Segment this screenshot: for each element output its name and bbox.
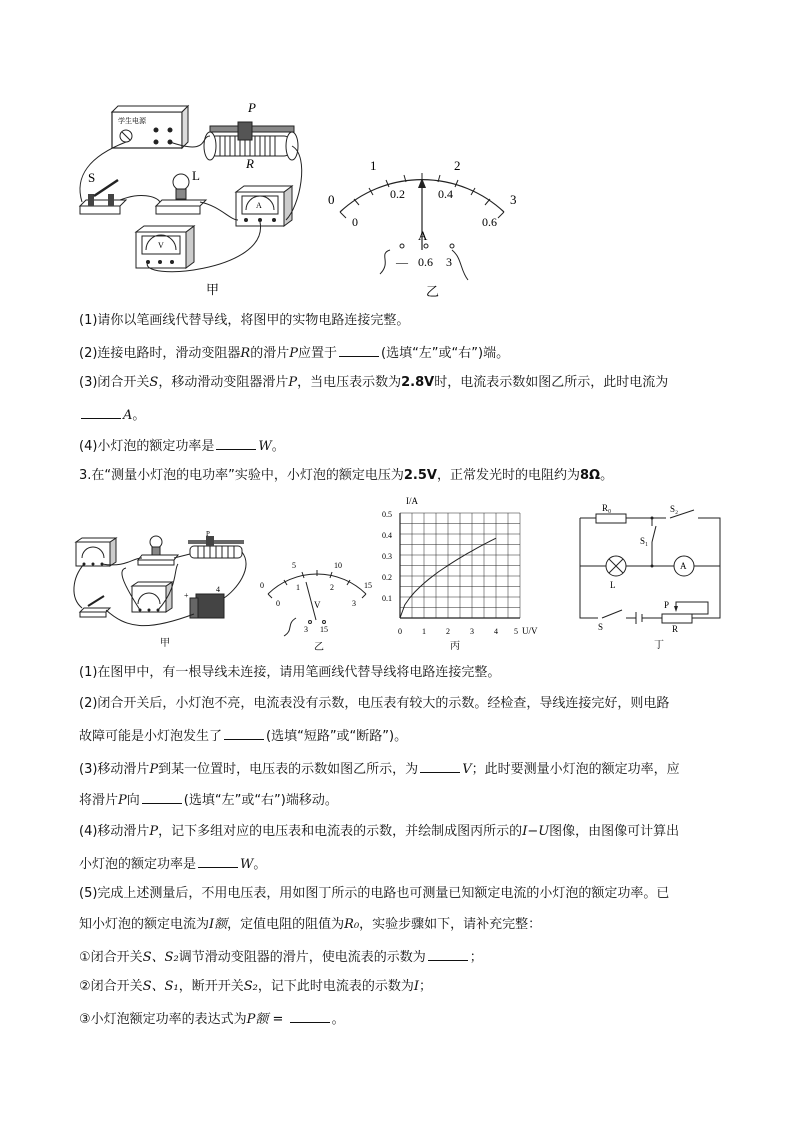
answer-blank-q3-2[interactable]: [224, 727, 264, 740]
q3-line-3: [79, 727, 407, 745]
resistance-value: 8Ω: [579, 468, 601, 483]
figure-3-iu-graph: [376, 494, 546, 654]
ammeter: [236, 186, 292, 226]
v-term-3: 3: [304, 625, 308, 634]
label-r: R: [672, 624, 679, 634]
v-unit: V: [314, 600, 321, 610]
answer-blank-q3-4[interactable]: [198, 855, 238, 868]
unit-v: V: [462, 762, 472, 777]
q3-text: 小灯泡的额定功率是: [79, 857, 197, 872]
q3-line-4: [79, 760, 680, 778]
var-r0: R₀: [344, 917, 360, 932]
answer-blank-q2-2[interactable]: [339, 344, 379, 357]
q2-line-4: [79, 406, 145, 424]
q2-text: 的滑片: [250, 346, 290, 361]
q2-line-3: [79, 375, 668, 391]
q3-line-1: [79, 665, 500, 681]
unit-w: W: [240, 857, 254, 872]
label-r0: R₀: [602, 503, 612, 513]
dial-term-3: 3: [446, 255, 452, 269]
var-r: R: [240, 346, 251, 361]
var-s-s1: S、S₁: [142, 979, 179, 994]
q3-line-7: [79, 855, 266, 873]
rheostat-3: [188, 536, 244, 558]
var-p: P: [149, 762, 159, 777]
xtick: 5: [514, 627, 518, 636]
q3-step-2: [79, 979, 432, 995]
var-i: I: [413, 979, 419, 994]
switch: [80, 180, 126, 214]
q2-line-1: [79, 313, 409, 329]
q3-text: (1)在图甲中，有一根导线未连接，请用笔画线代替导线将电路连接完整。: [79, 665, 501, 680]
q2-text: 时，电流表示数如图乙所示，此时电流为: [434, 375, 669, 390]
battery-plus: 4: [216, 585, 220, 594]
q3-text: 图像，由图像可计算出: [549, 824, 680, 839]
lamp-label: L: [192, 168, 200, 183]
v-inner-1: 1: [296, 583, 300, 592]
ytick: 0.1: [382, 594, 392, 603]
dial-unit: A: [418, 228, 428, 243]
label-l: L: [610, 580, 616, 590]
battery-3: [184, 585, 224, 618]
q2-text: ，当电压表示数为: [297, 375, 402, 390]
graph-grid: [400, 513, 520, 618]
q2-part-1-text: (1)请你以笔画线代替导线，将图甲的实物电路连接完整。: [79, 313, 410, 328]
q3-text: ；此时要测量小灯泡的额定功率，应: [471, 762, 680, 777]
q3-line-5: [79, 791, 338, 809]
figure-1-circuit: [60, 96, 360, 301]
q3-text: 故障可能是小灯泡发生了: [79, 729, 223, 744]
answer-blank-q3-3b[interactable]: [142, 791, 182, 804]
var-p: P: [118, 793, 127, 808]
graph-yticks: [382, 510, 392, 603]
q3-text: ，正常发光时的电阻约为: [436, 468, 580, 483]
switch-label: S: [88, 170, 96, 185]
var-p: P: [288, 375, 298, 390]
ytick: 0.4: [382, 531, 392, 540]
dial-outer-2: 2: [454, 158, 461, 173]
v-outer-5: 5: [292, 561, 296, 570]
q3-text: 将滑片: [79, 793, 119, 808]
v-inner-3: 3: [352, 599, 356, 608]
dial-inner-1: 0.2: [390, 187, 405, 201]
q3-text: ，记下此时电流表的示数为: [257, 979, 414, 994]
xtick: 4: [494, 627, 498, 636]
ytick: 0.3: [382, 552, 392, 561]
rheostat-3-label: P: [206, 530, 210, 538]
q3-line-6: [79, 824, 679, 840]
q3-text: 。: [331, 1012, 345, 1027]
q3-text: 3.在“测量小灯泡的电功率”实验中，小灯泡的额定电压为: [79, 468, 404, 483]
q2-line-2: [79, 344, 509, 362]
xtick: 1: [422, 627, 426, 636]
q2-text: (3)闭合开关: [79, 375, 150, 390]
dial-inner-3: 0.6: [482, 215, 497, 229]
label-s: S: [598, 622, 604, 632]
var-s2: S₂: [243, 979, 258, 994]
lamp-3: [138, 536, 178, 565]
q3-text: ；: [418, 979, 432, 994]
q3-text: ①闭合开关: [79, 950, 143, 965]
rheostat: [204, 122, 298, 160]
q3-text: (选填“短路”或“断路”)。: [266, 729, 408, 744]
dial-term-06: 0.6: [418, 255, 433, 269]
switch-3: [80, 596, 110, 617]
caption-bing: 丙: [450, 641, 460, 652]
var-s-s2: S、S₂: [142, 950, 179, 965]
figure-1-ammeter-dial: [322, 150, 522, 300]
ytick: 0.2: [382, 573, 392, 582]
q2-text: 。: [132, 408, 146, 423]
q3-line-8: [79, 886, 669, 902]
xtick: 3: [470, 627, 474, 636]
q3-text: 。: [253, 857, 267, 872]
var-s: S: [149, 375, 159, 390]
q3-text: 调节滑动变阻器的滑片，使电流表的示数为: [178, 950, 426, 965]
rated-voltage: 2.5V: [403, 468, 437, 483]
dial-outer-3: 3: [510, 192, 517, 207]
q3-text: (2)闭合开关后，小灯泡不亮，电流表没有示数，电压表有较大的示数。经检查，导线连接完好，则电路: [79, 696, 670, 711]
v-outer-10: 10: [334, 561, 342, 570]
q3-text: ②闭合开关: [79, 979, 143, 994]
voltage-value: 2.8V: [401, 375, 435, 390]
xtick: 2: [446, 627, 450, 636]
figure-3-ding-circuit: [570, 502, 730, 652]
voltmeter-label: V: [158, 241, 164, 250]
label-s2: S₂: [670, 504, 679, 514]
ammeter-label: A: [256, 201, 262, 210]
q3-text: (5)完成上述测量后，不用电压表，用如图丁所示的电路也可测量已知额定电流的小灯泡的额定功率。已: [79, 886, 670, 901]
answer-blank-q2-3[interactable]: [81, 406, 121, 419]
answer-blank-q2-4[interactable]: [216, 437, 256, 450]
q3-step-1: [79, 948, 483, 966]
q3-text: (3)移动滑片: [79, 762, 150, 777]
q3-step-3: [79, 1010, 345, 1028]
power-supply-label: 学生电源: [118, 117, 146, 125]
battery-sign: +: [184, 591, 189, 600]
q3-text: 。: [600, 468, 614, 483]
q3-text: (4)移动滑片: [79, 824, 150, 839]
q3-heading: [79, 468, 613, 484]
ytick: 0.5: [382, 510, 392, 519]
q2-text: (4)小灯泡的额定功率是: [79, 439, 215, 454]
q3-text: 向: [126, 793, 140, 808]
var-p-rated: P额: [246, 1012, 269, 1027]
graph-xlabel: U/V: [522, 626, 538, 636]
var-p: P: [289, 346, 298, 361]
xtick: 0: [398, 627, 402, 636]
q3-line-9: [79, 917, 541, 933]
q2-text: (2)连接电路时，滑动变阻器: [79, 346, 241, 361]
q3-text: ；: [469, 950, 483, 965]
v-inner-2: 2: [330, 583, 334, 592]
q3-line-2: [79, 696, 669, 712]
q2-text: 。: [271, 439, 285, 454]
dial-inner-2: 0.4: [438, 187, 453, 201]
var-i-rated: I额: [209, 917, 228, 932]
q2-text: 应置于: [297, 346, 337, 361]
answer-blank-q3-5a[interactable]: [428, 948, 468, 961]
q3-text: ，实验步骤如下，请补充完整：: [359, 917, 542, 932]
voltmeter: [136, 226, 194, 268]
caption-yi-3: 乙: [314, 642, 324, 653]
q3-text: (选填“左”或“右”)端移动。: [183, 793, 338, 808]
q3-text: ，断开开关: [178, 979, 244, 994]
graph-ylabel: I/A: [406, 496, 418, 506]
rheostat-label: R: [246, 156, 254, 171]
caption-ding: 丁: [654, 640, 664, 651]
q2-text: (选填“左”或“右”)端。: [381, 346, 510, 361]
v-outer-15: 15: [364, 581, 372, 590]
dial-outer-0: 0: [328, 192, 335, 207]
rheostat-slider-label: P: [248, 100, 256, 115]
caption-yi-1: 乙: [426, 285, 440, 300]
label-s1: S₁: [640, 536, 649, 546]
answer-blank-q3-3a[interactable]: [420, 760, 460, 773]
q3-text: =: [268, 1012, 288, 1027]
var-p: P: [149, 824, 159, 839]
dial-inner-0: 0: [352, 215, 358, 229]
figure-3-voltmeter-dial: [256, 556, 378, 654]
figure-3-circuit: [66, 528, 256, 650]
q3-text: 知小灯泡的额定电流为: [79, 917, 210, 932]
dial-outer-1: 1: [370, 158, 377, 173]
q3-text: 到某一位置时，电压表的示数如图乙所示，为: [158, 762, 419, 777]
v-inner-0: 0: [276, 599, 280, 608]
unit-a: A: [123, 408, 133, 423]
label-p: P: [664, 600, 670, 610]
answer-blank-q3-5b[interactable]: [290, 1010, 330, 1023]
caption-jia-1: 甲: [206, 283, 220, 298]
dial-term-neg: —: [396, 255, 408, 269]
graph-xticks: [398, 627, 518, 636]
q3-text: ，记下多组对应的电压表和电流表的示数，并绘制成图丙所示的: [158, 824, 523, 839]
v-outer-0: 0: [260, 581, 264, 590]
q2-line-5: [79, 437, 285, 455]
v-term-15: 15: [320, 625, 328, 634]
label-a: A: [680, 561, 687, 571]
q3-text: ，定值电阻的阻值为: [227, 917, 345, 932]
q3-text: ③小灯泡额定功率的表达式为: [79, 1012, 247, 1027]
var-iu: I−U: [522, 824, 550, 839]
unit-w: W: [258, 439, 272, 454]
ammeter-3: [76, 538, 116, 566]
q2-text: ，移动滑动变阻器滑片: [158, 375, 289, 390]
caption-jia-3: 甲: [160, 638, 170, 649]
